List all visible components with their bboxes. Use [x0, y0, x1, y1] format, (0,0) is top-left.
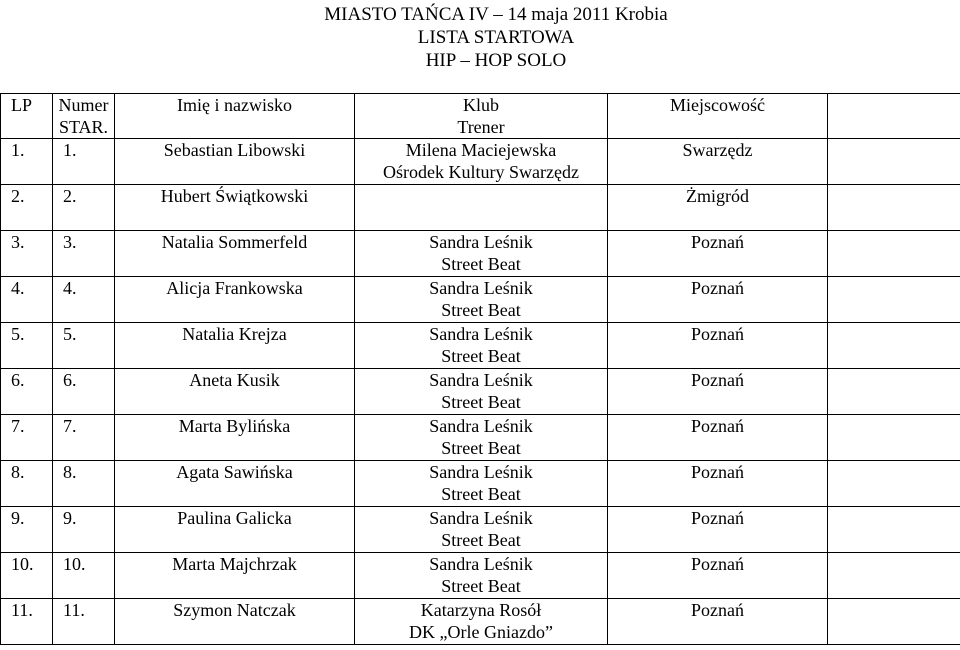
city-value: Poznań	[691, 278, 744, 298]
dancer-name: Paulina Galicka	[177, 508, 292, 528]
cell-lp	[1, 323, 53, 369]
table-row	[1, 415, 960, 461]
cell-club	[355, 139, 608, 185]
header-city	[608, 94, 828, 139]
header-numer-label: Numer	[58, 95, 109, 115]
trainer-name: Milena Maciejewska	[405, 140, 557, 160]
city-value: Poznań	[691, 508, 744, 528]
cell-name	[115, 277, 355, 323]
club-name: Street Beat	[441, 254, 521, 274]
table-row	[1, 507, 960, 553]
header-extra	[828, 94, 960, 139]
start-number-value: 4.	[63, 278, 77, 298]
header-club	[355, 94, 608, 139]
cell-lp	[1, 507, 53, 553]
cell-club	[355, 461, 608, 507]
club-name: Ośrodek Kultury Swarzędz	[383, 162, 579, 182]
cell-lp	[1, 231, 53, 277]
cell-lp	[1, 599, 53, 645]
lp-value: 6.	[11, 370, 25, 390]
trainer-name: Sandra Leśnik	[429, 370, 533, 390]
cell-club	[355, 415, 608, 461]
lp-value: 3.	[11, 232, 25, 252]
city-value: Poznań	[691, 370, 744, 390]
header-city-label: Miejscowość	[670, 95, 765, 115]
club-name: Street Beat	[441, 576, 521, 596]
table-row	[1, 231, 960, 277]
cell-extra	[828, 231, 960, 277]
lp-value: 9.	[11, 508, 25, 528]
cell-lp	[1, 369, 53, 415]
city-value: Poznań	[691, 462, 744, 482]
cell-extra	[828, 323, 960, 369]
cell-city	[608, 231, 828, 277]
lp-value: 11.	[11, 600, 33, 620]
table-row	[1, 461, 960, 507]
dancer-name: Aneta Kusik	[189, 370, 280, 390]
cell-extra	[828, 461, 960, 507]
cell-number	[53, 599, 115, 645]
cell-lp	[1, 139, 53, 185]
cell-city	[608, 277, 828, 323]
cell-name	[115, 323, 355, 369]
start-number-value: 1.	[63, 140, 77, 160]
city-value: Żmigród	[686, 186, 749, 206]
lp-value: 4.	[11, 278, 25, 298]
city-value: Poznań	[691, 600, 744, 620]
table-row	[1, 369, 960, 415]
cell-lp	[1, 277, 53, 323]
cell-city	[608, 323, 828, 369]
cell-name	[115, 139, 355, 185]
start-list-table	[0, 93, 960, 645]
title-category: HIP – HOP SOLO	[425, 50, 567, 71]
trainer-name: Sandra Leśnik	[429, 232, 533, 252]
city-value: Poznań	[691, 232, 744, 252]
trainer-name: Sandra Leśnik	[429, 278, 533, 298]
start-number-value: 3.	[63, 232, 77, 252]
trainer-name: Sandra Leśnik	[429, 324, 533, 344]
city-value: Poznań	[691, 324, 744, 344]
start-number-value: 10.	[63, 554, 86, 574]
header-trainer-label: Trener	[457, 117, 505, 137]
city-value: Poznań	[691, 416, 744, 436]
cell-extra	[828, 139, 960, 185]
cell-extra	[828, 507, 960, 553]
header-name	[115, 94, 355, 139]
cell-name	[115, 185, 355, 231]
city-value: Poznań	[691, 554, 744, 574]
start-number-value: 6.	[63, 370, 77, 390]
start-number-value: 11.	[63, 600, 85, 620]
cell-club	[355, 231, 608, 277]
dancer-name: Agata Sawińska	[176, 462, 293, 482]
dancer-name: Marta Majchrzak	[172, 554, 297, 574]
trainer-name: Sandra Leśnik	[429, 462, 533, 482]
club-name: Street Beat	[441, 392, 521, 412]
header-star-label: STAR.	[58, 117, 109, 137]
cell-city	[608, 461, 828, 507]
cell-name	[115, 599, 355, 645]
cell-city	[608, 553, 828, 599]
cell-club	[355, 323, 608, 369]
lp-value: 1.	[11, 140, 25, 160]
lp-value: 8.	[11, 462, 25, 482]
cell-name	[115, 461, 355, 507]
table-row	[1, 599, 960, 645]
cell-extra	[828, 185, 960, 231]
cell-number	[53, 553, 115, 599]
cell-city	[608, 369, 828, 415]
cell-club	[355, 369, 608, 415]
cell-city	[608, 185, 828, 231]
trainer-name: Katarzyna Rosół	[420, 600, 542, 620]
header-club-label: Klub	[463, 95, 499, 115]
cell-name	[115, 553, 355, 599]
cell-name	[115, 415, 355, 461]
dancer-name: Natalia Sommerfeld	[161, 232, 308, 252]
cell-club	[355, 599, 608, 645]
cell-city	[608, 139, 828, 185]
start-number-value: 5.	[63, 324, 77, 344]
cell-number	[53, 231, 115, 277]
cell-lp	[1, 185, 53, 231]
trainer-name: Sandra Leśnik	[429, 508, 533, 528]
city-value: Swarzędz	[682, 140, 753, 160]
start-number-value: 2.	[63, 186, 77, 206]
dancer-name: Hubert Świątkowski	[160, 186, 309, 206]
cell-city	[608, 415, 828, 461]
trainer-name: Sandra Leśnik	[429, 416, 533, 436]
cell-number	[53, 369, 115, 415]
dancer-name: Marta Bylińska	[178, 416, 291, 436]
cell-city	[608, 599, 828, 645]
dancer-name: Szymon Natczak	[173, 600, 296, 620]
dancer-name: Natalia Krejza	[182, 324, 287, 344]
start-number-value: 7.	[63, 416, 77, 436]
table-header-row	[1, 94, 960, 139]
dancer-name: Sebastian Libowski	[163, 140, 306, 160]
cell-club	[355, 185, 608, 231]
lp-value: 5.	[11, 324, 25, 344]
cell-name	[115, 369, 355, 415]
cell-extra	[828, 277, 960, 323]
cell-club	[355, 507, 608, 553]
cell-name	[115, 231, 355, 277]
table-row	[1, 139, 960, 185]
table-row	[1, 277, 960, 323]
cell-lp	[1, 553, 53, 599]
cell-number	[53, 185, 115, 231]
dancer-name: Alicja Frankowska	[166, 278, 303, 298]
cell-extra	[828, 599, 960, 645]
club-name: Street Beat	[441, 346, 521, 366]
cell-club	[355, 553, 608, 599]
header-name-label: Imię i nazwisko	[177, 95, 292, 115]
club-name: Street Beat	[441, 530, 521, 550]
cell-number	[53, 461, 115, 507]
cell-number	[53, 277, 115, 323]
header-lp	[1, 94, 53, 139]
cell-number	[53, 323, 115, 369]
cell-city	[608, 507, 828, 553]
club-name: Street Beat	[441, 438, 521, 458]
cell-extra	[828, 415, 960, 461]
cell-lp	[1, 461, 53, 507]
club-name: Street Beat	[441, 484, 521, 504]
cell-name	[115, 507, 355, 553]
header-numer	[53, 94, 115, 139]
table-row	[1, 323, 960, 369]
title-event: MIASTO TAŃCA IV – 14 maja 2011 Krobia	[324, 4, 668, 25]
trainer-name: Sandra Leśnik	[429, 554, 533, 574]
header-lp-label: LP	[11, 95, 33, 115]
title-list: LISTA STARTOWA	[417, 27, 575, 48]
lp-value: 7.	[11, 416, 25, 436]
cell-extra	[828, 553, 960, 599]
club-name: Street Beat	[441, 300, 521, 320]
lp-value: 2.	[11, 186, 25, 206]
cell-number	[53, 139, 115, 185]
cell-lp	[1, 415, 53, 461]
lp-value: 10.	[11, 554, 34, 574]
cell-number	[53, 415, 115, 461]
table-row	[1, 185, 960, 231]
start-number-value: 8.	[63, 462, 77, 482]
cell-number	[53, 507, 115, 553]
start-number-value: 9.	[63, 508, 77, 528]
club-name: DK „Orle Gniazdo”	[409, 622, 553, 642]
cell-club	[355, 277, 608, 323]
cell-extra	[828, 369, 960, 415]
table-row	[1, 553, 960, 599]
